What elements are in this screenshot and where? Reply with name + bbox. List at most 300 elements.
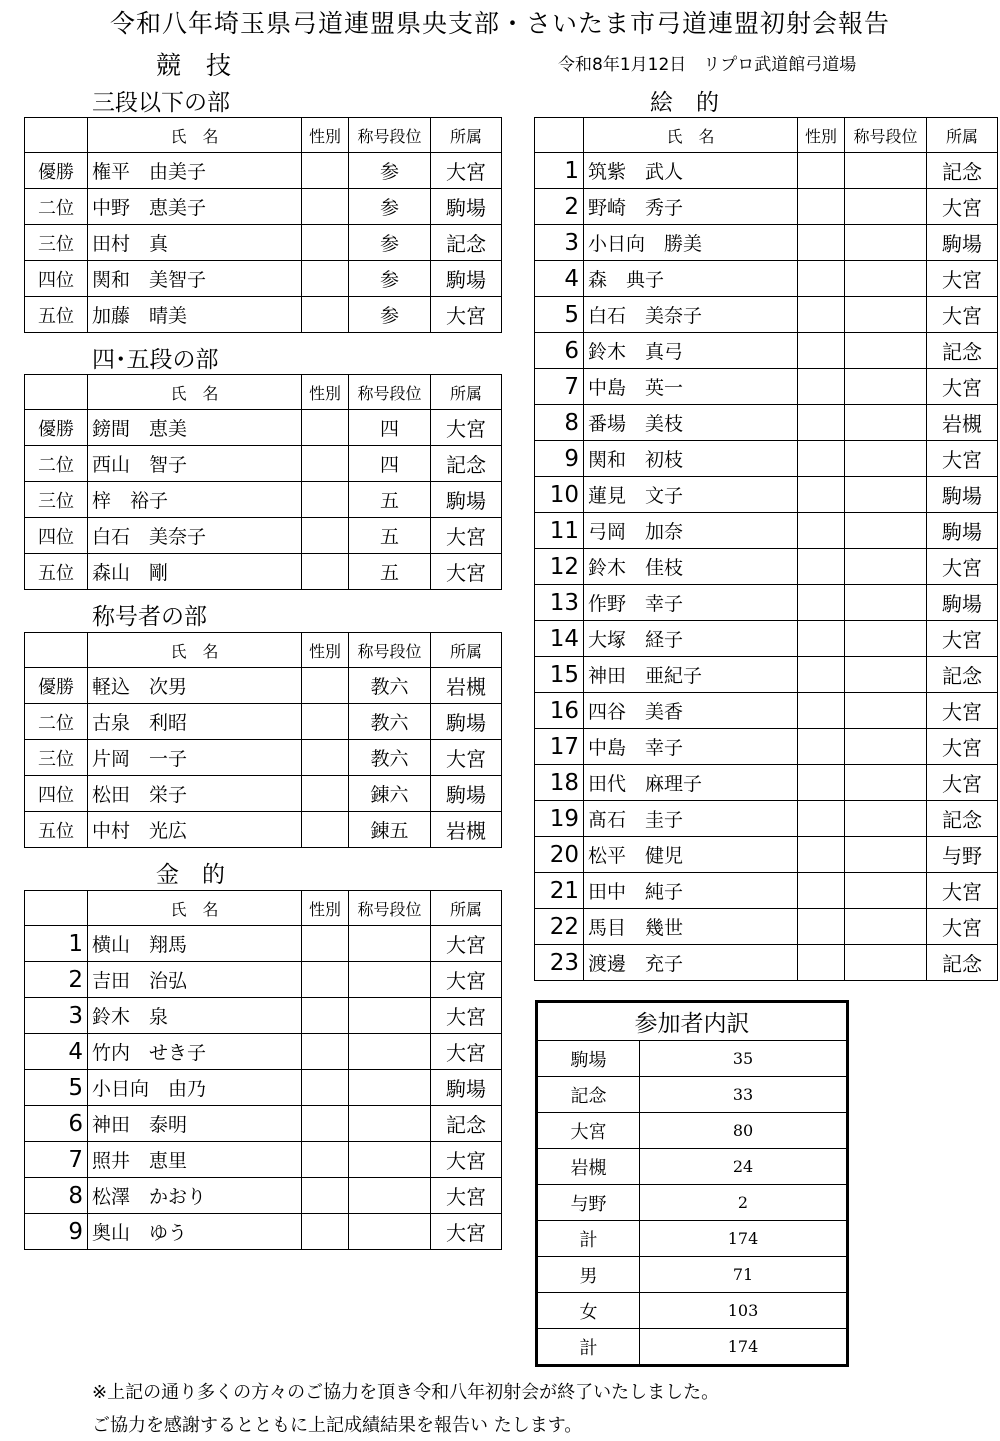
gender-cell	[798, 513, 845, 549]
name-cell: 白石 美奈子	[584, 297, 798, 333]
gender-cell	[798, 693, 845, 729]
dan-cell	[845, 297, 927, 333]
name-cell: 渡邊 充子	[584, 945, 798, 981]
dan-cell	[845, 693, 927, 729]
header-blank-cell	[25, 375, 88, 410]
name-cell: 番場 美枝	[584, 405, 798, 441]
dan-cell	[845, 513, 927, 549]
dan-cell	[845, 441, 927, 477]
entry-number-cell: 2	[25, 962, 88, 998]
breakdown-value-cell: 24	[640, 1149, 848, 1185]
club-cell: 駒場	[431, 482, 502, 518]
dan-cell	[349, 1214, 431, 1250]
table-row	[535, 297, 998, 333]
table-header-row	[25, 118, 502, 153]
table-row	[25, 776, 502, 812]
gender-cell	[302, 776, 349, 812]
table-row	[25, 1214, 502, 1250]
gender-cell	[798, 657, 845, 693]
gender-cell	[302, 153, 349, 189]
dan-cell: 参	[349, 261, 431, 297]
entry-number-cell: 18	[535, 765, 584, 801]
name-cell: 小日向 勝美	[584, 225, 798, 261]
breakdown-value-cell: 174	[640, 1329, 848, 1366]
table-row	[535, 513, 998, 549]
name-cell: 軽込 次男	[88, 668, 302, 704]
dan-cell: 教六	[349, 740, 431, 776]
club-cell: 駒場	[431, 1070, 502, 1106]
name-cell: 加藤 晴美	[88, 297, 302, 333]
table-row	[535, 621, 998, 657]
entry-number-cell: 19	[535, 801, 584, 837]
gender-cell	[798, 621, 845, 657]
table-row	[535, 441, 998, 477]
gender-cell	[798, 585, 845, 621]
header-name-cell: 氏 名	[584, 118, 798, 153]
club-cell: 駒場	[431, 189, 502, 225]
gender-cell	[798, 405, 845, 441]
dan-cell	[845, 873, 927, 909]
name-cell: 森 典子	[584, 261, 798, 297]
breakdown-row	[537, 1077, 848, 1113]
name-cell: 梓 裕子	[88, 482, 302, 518]
gender-cell	[798, 153, 845, 189]
gender-cell	[302, 998, 349, 1034]
entry-number-cell: 16	[535, 693, 584, 729]
table-row	[535, 549, 998, 585]
gender-cell	[798, 441, 845, 477]
name-cell: 権平 由美子	[88, 153, 302, 189]
header-gender-cell: 性別	[798, 118, 845, 153]
gender-cell	[798, 729, 845, 765]
dan-cell	[845, 801, 927, 837]
header-dan-cell: 称号段位	[349, 891, 431, 926]
dan-cell	[845, 729, 927, 765]
dan-cell	[845, 585, 927, 621]
club-cell: 大宮	[431, 962, 502, 998]
table-row	[25, 153, 502, 189]
club-cell: 駒場	[927, 513, 998, 549]
header-club-cell: 所属	[431, 891, 502, 926]
breakdown-label-cell: 駒場	[537, 1041, 640, 1077]
breakdown-row	[537, 1185, 848, 1221]
club-cell: 大宮	[431, 740, 502, 776]
table-row	[25, 926, 502, 962]
name-cell: 関和 初枝	[584, 441, 798, 477]
club-cell: 岩槻	[431, 812, 502, 848]
club-cell: 大宮	[927, 909, 998, 945]
dan-cell	[845, 837, 927, 873]
header-club-cell: 所属	[927, 118, 998, 153]
gender-cell	[302, 410, 349, 446]
header-blank-cell	[25, 633, 88, 668]
header-name-cell: 氏 名	[88, 375, 302, 410]
rank-cell: 四位	[25, 776, 88, 812]
club-cell: 記念	[431, 225, 502, 261]
dan-cell	[845, 153, 927, 189]
table-row	[25, 998, 502, 1034]
rank-cell: 二位	[25, 704, 88, 740]
rank-cell: 四位	[25, 518, 88, 554]
rank-cell: 優勝	[25, 668, 88, 704]
dan-cell	[845, 621, 927, 657]
name-cell: 作野 幸子	[584, 585, 798, 621]
table-header-row	[25, 891, 502, 926]
entry-number-cell: 10	[535, 477, 584, 513]
table-row	[25, 410, 502, 446]
dan-cell	[349, 1142, 431, 1178]
header-dan-cell: 称号段位	[349, 633, 431, 668]
entry-number-cell: 22	[535, 909, 584, 945]
rank-cell: 二位	[25, 446, 88, 482]
club-cell: 駒場	[927, 477, 998, 513]
dan-cell: 参	[349, 297, 431, 333]
breakdown-value-cell: 2	[640, 1185, 848, 1221]
table-header-row	[25, 633, 502, 668]
name-cell: 松田 栄子	[88, 776, 302, 812]
club-cell: 大宮	[431, 518, 502, 554]
gender-cell	[302, 482, 349, 518]
club-cell: 大宮	[431, 153, 502, 189]
club-cell: 駒場	[431, 704, 502, 740]
section-heading-eteki: 絵 的	[650, 90, 719, 116]
gender-cell	[302, 554, 349, 590]
dan-cell: 教六	[349, 668, 431, 704]
table-row	[25, 554, 502, 590]
gender-cell	[798, 261, 845, 297]
table-row	[25, 1034, 502, 1070]
name-cell: 田代 麻理子	[584, 765, 798, 801]
club-cell: 大宮	[927, 873, 998, 909]
breakdown-value-cell: 71	[640, 1257, 848, 1293]
name-cell: 鎊間 恵美	[88, 410, 302, 446]
page-title: 令和八年埼玉県弓道連盟県央支部・さいたま市弓道連盟初射会報告	[109, 9, 890, 38]
header-name-cell: 氏 名	[88, 118, 302, 153]
name-cell: 蓮見 文子	[584, 477, 798, 513]
club-cell: 大宮	[927, 729, 998, 765]
results-table-yongodan	[24, 374, 502, 590]
breakdown-label-cell: 計	[537, 1329, 640, 1366]
club-cell: 記念	[431, 1106, 502, 1142]
club-cell: 記念	[927, 333, 998, 369]
gender-cell	[798, 765, 845, 801]
rank-cell: 三位	[25, 482, 88, 518]
entry-number-cell: 1	[535, 153, 584, 189]
dan-cell	[349, 1070, 431, 1106]
breakdown-label-cell: 男	[537, 1257, 640, 1293]
section-heading-sandan: 三段以下の部	[92, 90, 230, 116]
name-cell: 鈴木 泉	[88, 998, 302, 1034]
dan-cell	[845, 477, 927, 513]
name-cell: 大塚 経子	[584, 621, 798, 657]
club-cell: 大宮	[927, 261, 998, 297]
gender-cell	[798, 945, 845, 981]
header-club-cell: 所属	[431, 118, 502, 153]
gender-cell	[798, 873, 845, 909]
table-row	[535, 585, 998, 621]
name-cell: 照井 恵里	[88, 1142, 302, 1178]
dan-cell: 五	[349, 482, 431, 518]
name-cell: 鈴木 真弓	[584, 333, 798, 369]
gender-cell	[302, 926, 349, 962]
header-dan-cell: 称号段位	[845, 118, 927, 153]
club-cell: 駒場	[927, 225, 998, 261]
entry-number-cell: 7	[535, 369, 584, 405]
club-cell: 駒場	[927, 585, 998, 621]
table-row	[535, 477, 998, 513]
breakdown-row	[537, 1293, 848, 1329]
entry-number-cell: 3	[25, 998, 88, 1034]
name-cell: 竹内 せき子	[88, 1034, 302, 1070]
header-gender-cell: 性別	[302, 633, 349, 668]
entry-number-cell: 23	[535, 945, 584, 981]
dan-cell	[845, 369, 927, 405]
club-cell: 大宮	[431, 1034, 502, 1070]
name-cell: 野崎 秀子	[584, 189, 798, 225]
rank-cell: 四位	[25, 261, 88, 297]
dan-cell: 五	[349, 518, 431, 554]
name-cell: 中野 恵美子	[88, 189, 302, 225]
header-club-cell: 所属	[431, 375, 502, 410]
name-cell: 中村 光広	[88, 812, 302, 848]
table-row	[535, 333, 998, 369]
table-row	[535, 225, 998, 261]
dan-cell: 錬六	[349, 776, 431, 812]
dan-cell: 参	[349, 189, 431, 225]
table-row	[535, 873, 998, 909]
dan-cell	[349, 1178, 431, 1214]
entry-number-cell: 20	[535, 837, 584, 873]
breakdown-row	[537, 1257, 848, 1293]
gender-cell	[302, 1214, 349, 1250]
entry-number-cell: 21	[535, 873, 584, 909]
gender-cell	[798, 801, 845, 837]
breakdown-value-cell: 103	[640, 1293, 848, 1329]
club-cell: 大宮	[927, 189, 998, 225]
name-cell: 鈴木 佳枝	[584, 549, 798, 585]
header-dan-cell: 称号段位	[349, 118, 431, 153]
name-cell: 四谷 美香	[584, 693, 798, 729]
club-cell: 記念	[927, 657, 998, 693]
name-cell: 片岡 一子	[88, 740, 302, 776]
name-cell: 奥山 ゆう	[88, 1214, 302, 1250]
results-table-kinteki	[24, 890, 502, 1250]
name-cell: 神田 泰明	[88, 1106, 302, 1142]
gender-cell	[302, 1178, 349, 1214]
gender-cell	[302, 1070, 349, 1106]
gender-cell	[798, 549, 845, 585]
gender-cell	[302, 446, 349, 482]
table-row	[535, 261, 998, 297]
table-row	[25, 446, 502, 482]
gender-cell	[302, 1034, 349, 1070]
club-cell: 大宮	[431, 554, 502, 590]
header-club-cell: 所属	[431, 633, 502, 668]
table-row	[25, 1178, 502, 1214]
entry-number-cell: 6	[25, 1106, 88, 1142]
header-name-cell: 氏 名	[88, 891, 302, 926]
results-table-shogo	[24, 632, 502, 848]
table-row	[25, 962, 502, 998]
name-cell: 横山 翔馬	[88, 926, 302, 962]
name-cell: 関和 美智子	[88, 261, 302, 297]
rank-cell: 三位	[25, 225, 88, 261]
table-header-row	[535, 118, 998, 153]
breakdown-label-cell: 岩槻	[537, 1149, 640, 1185]
rank-cell: 優勝	[25, 153, 88, 189]
dan-cell	[349, 962, 431, 998]
entry-number-cell: 8	[25, 1178, 88, 1214]
name-cell: 小日向 由乃	[88, 1070, 302, 1106]
club-cell: 記念	[927, 801, 998, 837]
gender-cell	[302, 189, 349, 225]
dan-cell: 錬五	[349, 812, 431, 848]
entry-number-cell: 6	[535, 333, 584, 369]
entry-number-cell: 5	[25, 1070, 88, 1106]
footer-note-line2: ご協力を感謝するとともに上記成績結果を報告い たします。	[92, 1415, 583, 1436]
club-cell: 大宮	[431, 926, 502, 962]
dan-cell: 五	[349, 554, 431, 590]
name-cell: 西山 智子	[88, 446, 302, 482]
club-cell: 駒場	[431, 776, 502, 812]
entry-number-cell: 5	[535, 297, 584, 333]
header-blank-cell	[25, 891, 88, 926]
breakdown-row	[537, 1041, 848, 1077]
rank-cell: 五位	[25, 297, 88, 333]
name-cell: 中島 幸子	[584, 729, 798, 765]
dan-cell	[845, 909, 927, 945]
breakdown-row	[537, 1329, 848, 1366]
results-table-sandan	[24, 117, 502, 333]
table-row	[535, 801, 998, 837]
club-cell: 記念	[431, 446, 502, 482]
breakdown-label-cell: 記念	[537, 1077, 640, 1113]
table-row	[25, 225, 502, 261]
table-row	[25, 740, 502, 776]
dan-cell	[349, 1034, 431, 1070]
rank-cell: 三位	[25, 740, 88, 776]
footer-note-line1: ※上記の通り多くの方々のご協力を頂き令和八年初射会が終了いたしました。	[92, 1382, 720, 1403]
breakdown-label-cell: 計	[537, 1221, 640, 1257]
gender-cell	[798, 189, 845, 225]
breakdown-row	[537, 1113, 848, 1149]
dan-cell: 教六	[349, 704, 431, 740]
breakdown-label-cell: 与野	[537, 1185, 640, 1221]
club-cell: 大宮	[927, 369, 998, 405]
gender-cell	[798, 225, 845, 261]
dan-cell	[845, 549, 927, 585]
table-row	[25, 1106, 502, 1142]
breakdown-value-cell: 33	[640, 1077, 848, 1113]
dan-cell	[349, 926, 431, 962]
table-row	[535, 909, 998, 945]
date-location: 令和8年1月12日 リプロ武道館弓道場	[558, 55, 857, 75]
entry-number-cell: 14	[535, 621, 584, 657]
header-blank-cell	[535, 118, 584, 153]
club-cell: 大宮	[431, 410, 502, 446]
breakdown-value-cell: 80	[640, 1113, 848, 1149]
name-cell: 馬目 幾世	[584, 909, 798, 945]
name-cell: 神田 亜紀子	[584, 657, 798, 693]
table-row	[25, 189, 502, 225]
section-heading-yongodan: 四･五段の部	[92, 347, 219, 373]
club-cell: 大宮	[431, 1178, 502, 1214]
club-cell: 大宮	[927, 297, 998, 333]
table-row	[25, 518, 502, 554]
dan-cell	[845, 333, 927, 369]
gender-cell	[302, 962, 349, 998]
entry-number-cell: 11	[535, 513, 584, 549]
breakdown-label-cell: 女	[537, 1293, 640, 1329]
dan-cell: 四	[349, 446, 431, 482]
dan-cell: 参	[349, 225, 431, 261]
gender-cell	[302, 225, 349, 261]
gender-cell	[302, 704, 349, 740]
dan-cell	[845, 765, 927, 801]
entry-number-cell: 4	[535, 261, 584, 297]
name-cell: 森山 剛	[88, 554, 302, 590]
dan-cell	[845, 945, 927, 981]
table-header-row	[25, 375, 502, 410]
club-cell: 大宮	[431, 1142, 502, 1178]
club-cell: 大宮	[927, 621, 998, 657]
breakdown-row	[537, 1221, 848, 1257]
gender-cell	[302, 261, 349, 297]
gender-cell	[798, 369, 845, 405]
name-cell: 筑紫 武人	[584, 153, 798, 189]
entry-number-cell: 7	[25, 1142, 88, 1178]
header-gender-cell: 性別	[302, 891, 349, 926]
gender-cell	[798, 909, 845, 945]
table-row	[535, 729, 998, 765]
entry-number-cell: 9	[535, 441, 584, 477]
name-cell: 松平 健児	[584, 837, 798, 873]
name-cell: 吉田 治弘	[88, 962, 302, 998]
name-cell: 松澤 かおり	[88, 1178, 302, 1214]
section-heading-shogo: 称号者の部	[92, 604, 207, 630]
dan-cell	[845, 657, 927, 693]
club-cell: 大宮	[431, 998, 502, 1034]
breakdown-value-cell: 174	[640, 1221, 848, 1257]
name-cell: 白石 美奈子	[88, 518, 302, 554]
competition-heading: 競 技	[156, 51, 232, 80]
table-row	[25, 482, 502, 518]
dan-cell	[349, 998, 431, 1034]
dan-cell	[845, 261, 927, 297]
club-cell: 大宮	[927, 693, 998, 729]
gender-cell	[302, 518, 349, 554]
gender-cell	[798, 837, 845, 873]
breakdown-heading: 参加者内訳	[537, 1002, 848, 1041]
table-row	[25, 1142, 502, 1178]
club-cell: 記念	[927, 945, 998, 981]
breakdown-label-cell: 大宮	[537, 1113, 640, 1149]
rank-cell: 五位	[25, 554, 88, 590]
entry-number-cell: 1	[25, 926, 88, 962]
name-cell: 髙石 圭子	[584, 801, 798, 837]
header-name-cell: 氏 名	[88, 633, 302, 668]
dan-cell	[845, 189, 927, 225]
table-row	[535, 837, 998, 873]
club-cell: 大宮	[431, 1214, 502, 1250]
dan-cell: 四	[349, 410, 431, 446]
club-cell: 与野	[927, 837, 998, 873]
club-cell: 大宮	[431, 297, 502, 333]
gender-cell	[302, 297, 349, 333]
club-cell: 岩槻	[927, 405, 998, 441]
table-row	[535, 369, 998, 405]
header-dan-cell: 称号段位	[349, 375, 431, 410]
